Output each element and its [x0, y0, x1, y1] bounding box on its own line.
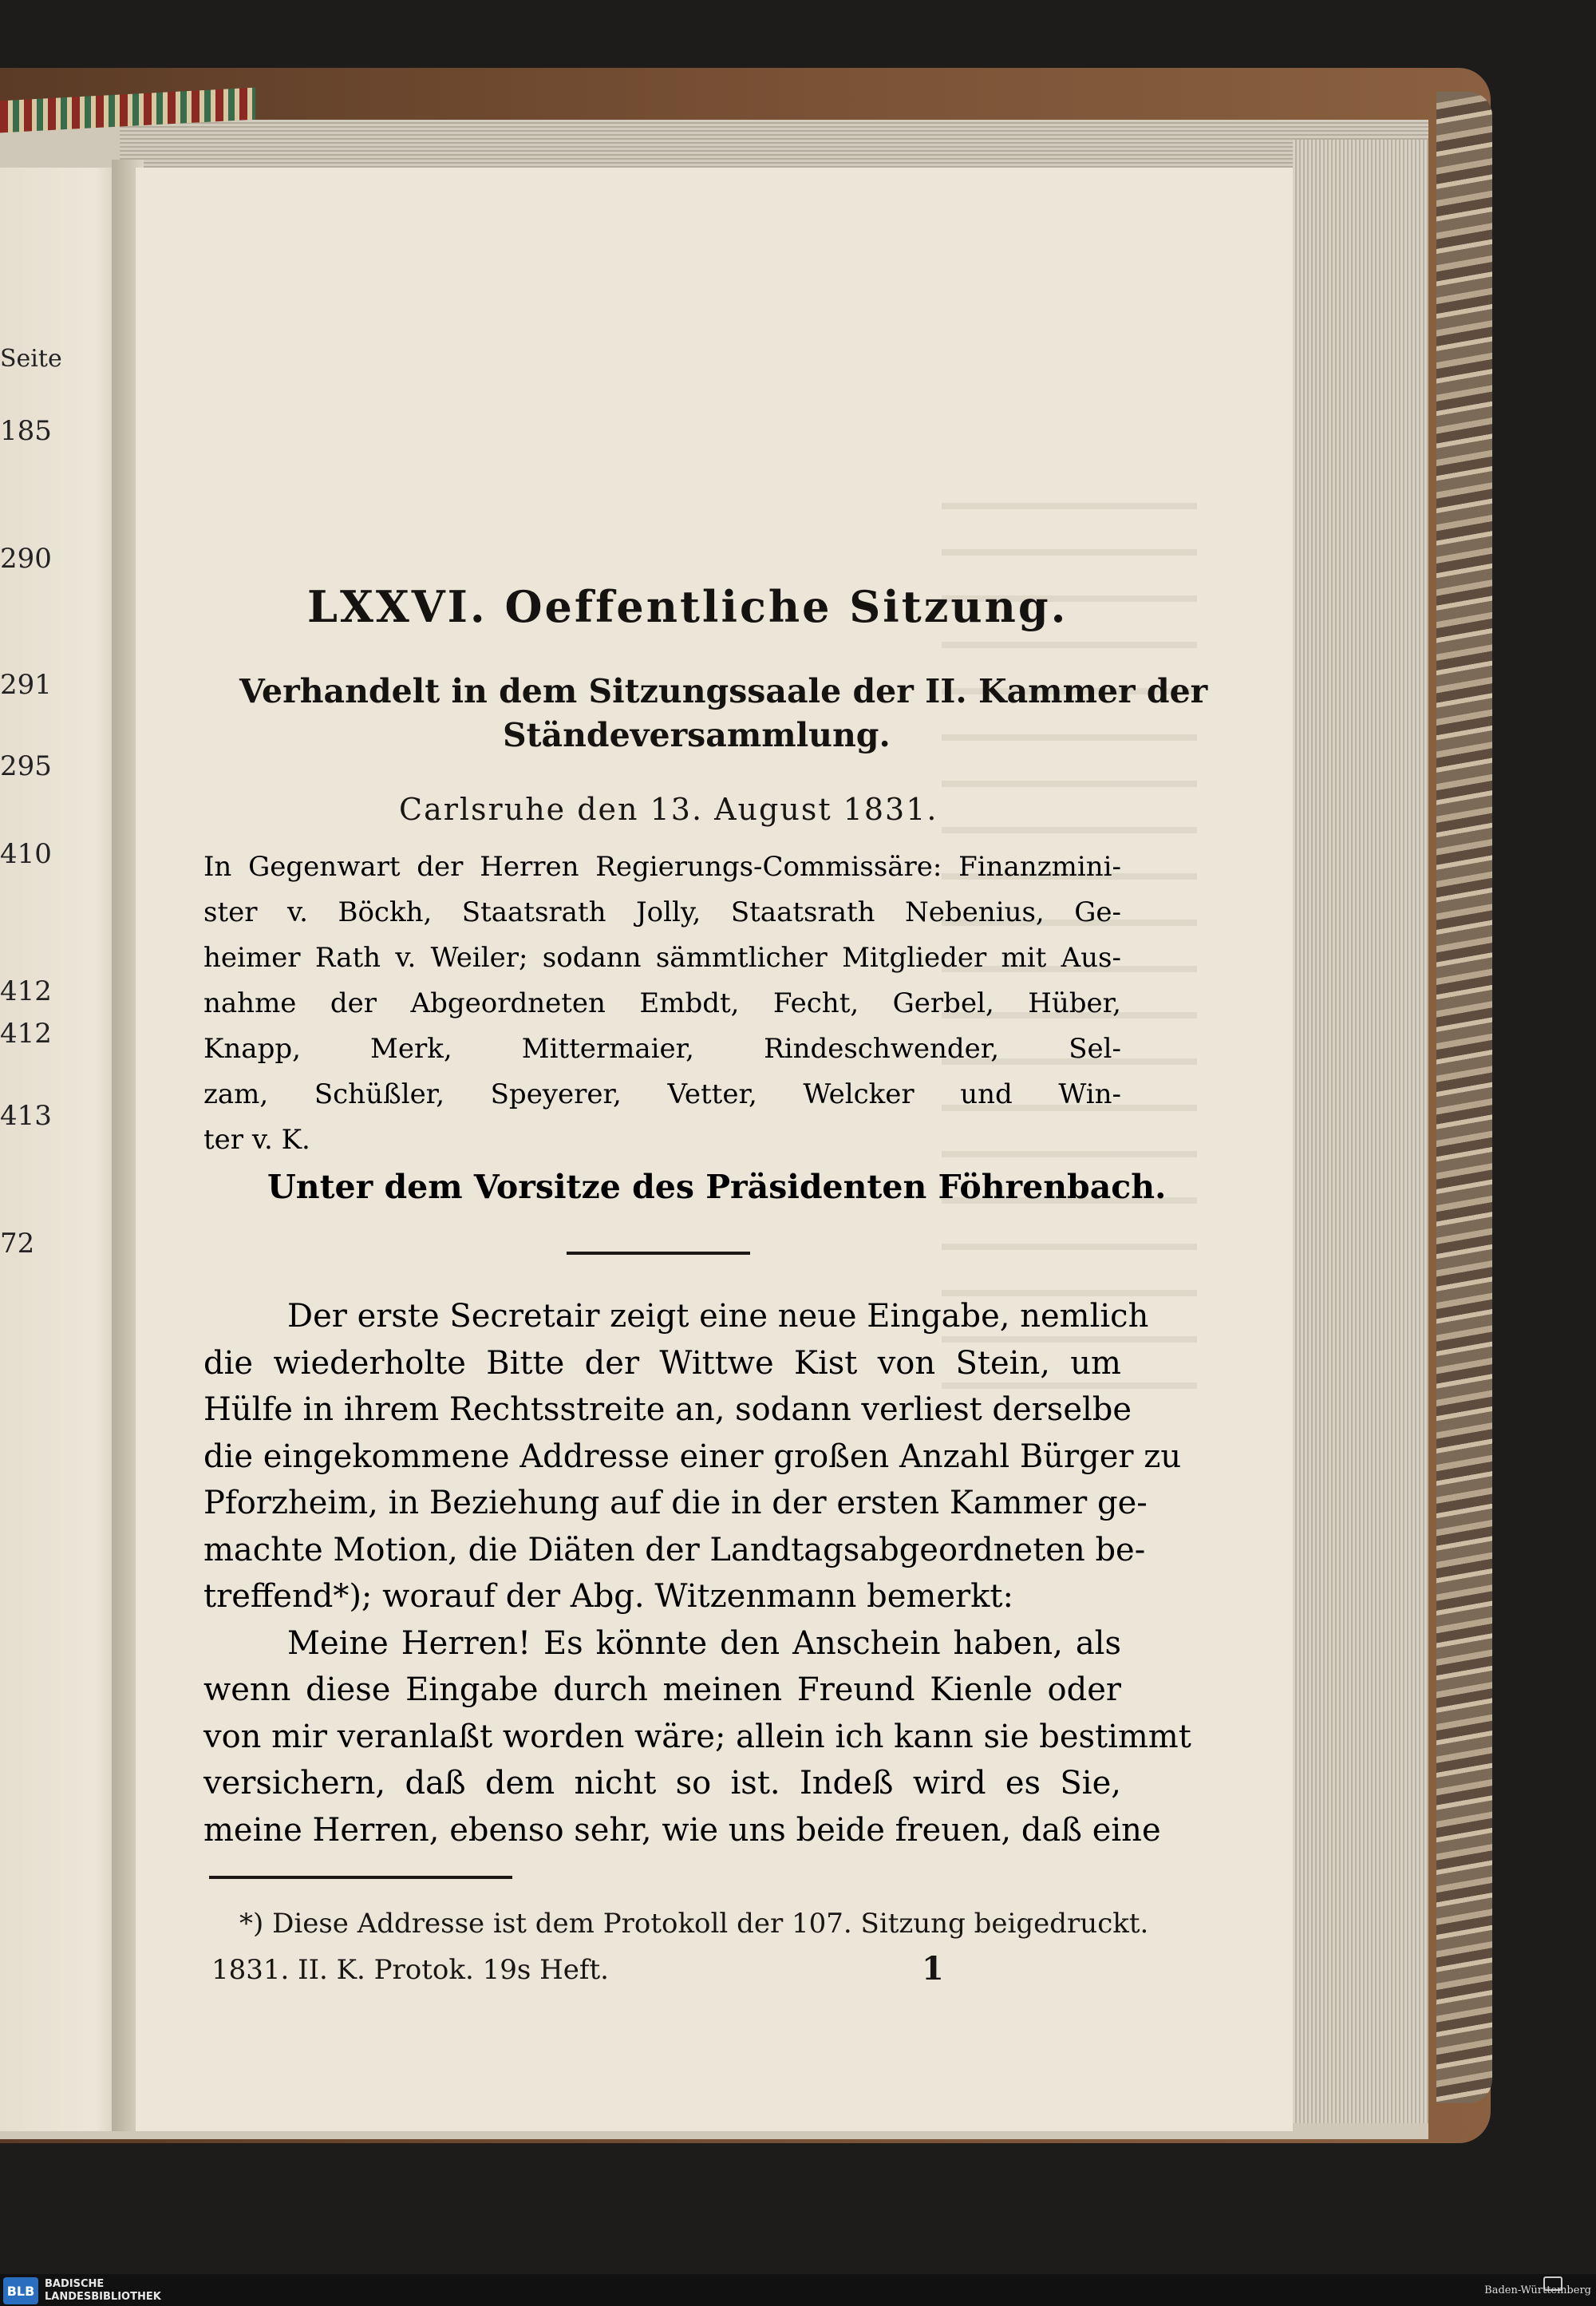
attendance-paragraph — [203, 844, 1121, 1163]
left-page-number: 410 — [0, 838, 52, 870]
text-line: machte Motion, die Diäten der Landtagsabgeordneten be- — [203, 1531, 1146, 1568]
text-line: wenn diese Eingabe durch meinen Freund Kienle oder — [203, 1671, 1121, 1708]
text-line: treffend*); worauf der Abg. Witzenmann bemerkt: — [203, 1578, 1013, 1615]
signature-number: 1 — [922, 1950, 944, 1988]
footnote: *) Diese Addresse ist dem Protokoll der 107. Sitzung beigedruckt. — [239, 1908, 1149, 1940]
text-line: Hülfe in ihrem Rechtsstreite an, sodann verliest derselbe — [203, 1391, 1132, 1428]
left-page-number: 295 — [0, 750, 52, 782]
page-fore-edge — [1293, 140, 1428, 2123]
printer-signature: 1831. II. K. Protok. 19s Heft. — [211, 1954, 609, 1986]
text-line: die wiederholte Bitte der Wittwe Kist von Stein, um — [203, 1344, 1121, 1382]
page-top-edge — [120, 120, 1428, 168]
left-page-number: 290 — [0, 543, 52, 575]
text-line: zam, Schüßler, Speyerer, Vetter, Welcker und Win- — [203, 1078, 1121, 1110]
subtitle-line: Verhandelt in dem Sitzungssaale der II. Kammer der — [239, 672, 1208, 710]
text-line: ter v. K. — [203, 1124, 310, 1156]
footnote-rule — [209, 1876, 512, 1879]
left-page-number: 412 — [0, 975, 52, 1007]
left-page-number: 291 — [0, 669, 52, 701]
text-line: von mir veranlaßt worden wäre; allein ich kann sie bestimmt — [203, 1718, 1191, 1755]
library-name-line: BADISCHE — [45, 2278, 105, 2290]
marbled-cover-edge — [1436, 92, 1492, 2103]
chair-line: Unter dem Vorsitze des Präsidenten Föhrenbach. — [267, 1168, 1167, 1206]
state-label: Baden-Württemberg — [1484, 2284, 1591, 2296]
text-line: heimer Rath v. Weiler; sodann sämmtlicher Mitglieder mit Aus- — [203, 942, 1121, 974]
text-line: Der erste Secretair zeigt eine neue Eingabe, nemlich — [287, 1298, 1149, 1335]
left-page-header: Seite — [0, 345, 62, 373]
text-line: nahme der Abgeordneten Embdt, Fecht, Gerbel, Hüber, — [203, 987, 1121, 1019]
text-line: meine Herren, ebenso sehr, wie uns beide freuen, daß eine — [203, 1811, 1161, 1849]
left-page-number: 72 — [0, 1228, 35, 1260]
left-page-number: 413 — [0, 1100, 52, 1132]
section-divider — [567, 1252, 750, 1255]
library-name-line: LANDESBIBLIOTHEK — [45, 2291, 161, 2303]
page-title: LXXVI. Oeffentliche Sitzung. — [307, 581, 1069, 632]
dateline: Carlsruhe den 13. August 1831. — [399, 792, 938, 827]
left-page — [0, 168, 120, 2131]
text-line: versichern, daß dem nicht so ist. Indeß wird es Sie, — [203, 1765, 1121, 1802]
text-line: Knapp, Merk, Mittermaier, Rindeschwender, Sel- — [203, 1033, 1121, 1065]
left-page-number: 185 — [0, 415, 52, 447]
footer-bar — [0, 2274, 1596, 2306]
text-line: In Gegenwart der Herren Regierungs-Commissäre: Finanzmini- — [203, 851, 1121, 883]
library-logo-icon[interactable]: BLB — [3, 2277, 38, 2304]
subtitle-line: Ständeversammlung. — [503, 716, 891, 754]
text-line: Pforzheim, in Beziehung auf die in der ersten Kammer ge- — [203, 1485, 1148, 1521]
body-paragraphs — [203, 1293, 1191, 1853]
text-line: die eingekommene Addresse einer großen Anzahl Bürger zu — [203, 1438, 1182, 1475]
text-line: Meine Herren! Es könnte den Anschein haben, als — [287, 1624, 1121, 1662]
text-line: ster v. Böckh, Staatsrath Jolly, Staatsrath Nebenius, Ge- — [203, 896, 1121, 928]
left-page-number: 412 — [0, 1018, 52, 1050]
library-name — [45, 2278, 161, 2304]
